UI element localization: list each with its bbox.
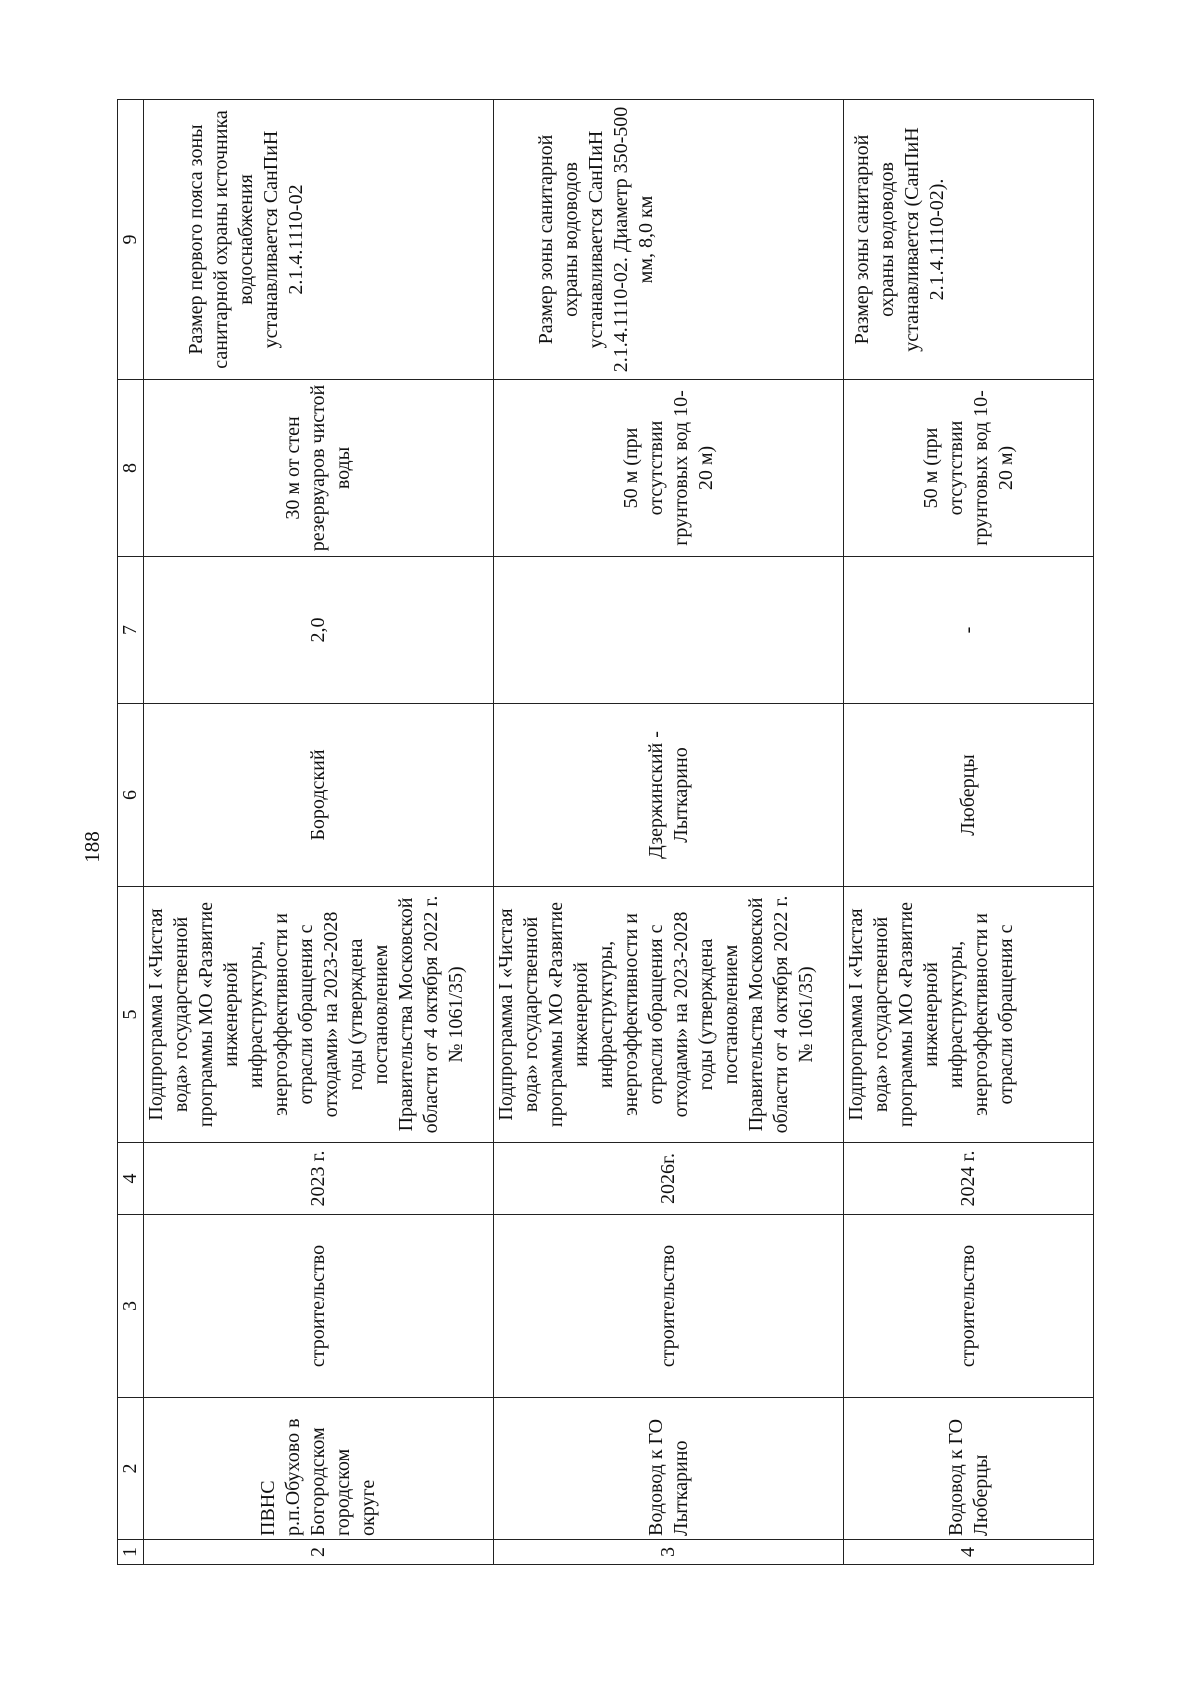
col-header-7: 7 (118, 557, 144, 704)
cell-capacity (494, 557, 844, 704)
cell-note: Размер первого пояса зоны санитарной охраны источника водоснабжения устанавливается СанПиН 2.1.4.1110-02 (144, 100, 494, 380)
cell-work: строительство (144, 1215, 494, 1398)
col-header-6: 6 (118, 704, 144, 887)
col-header-4: 4 (118, 1143, 144, 1215)
cell-object: Водовод к ГО Люберцы (844, 1398, 1094, 1540)
col-header-3: 3 (118, 1215, 144, 1398)
col-header-9: 9 (118, 100, 144, 380)
cell-zone: 50 м (при отсутствии грунтовых вод 10-20 м) (844, 380, 1094, 557)
cell-capacity: - (844, 557, 1094, 704)
col-header-1: 1 (118, 1540, 144, 1565)
cell-note: Размер зоны санитарной охраны водоводов устанавливается СанПиН 2.1.4.1110-02. Диаметр 350-500 мм, 8,0 км (494, 100, 844, 380)
data-table (117, 99, 1094, 1565)
cell-num: 4 (844, 1540, 1094, 1565)
cell-location: Люберцы (844, 704, 1094, 887)
col-header-5: 5 (118, 887, 144, 1143)
cell-program: Подпрограмма I «Чистая вода» государственной программы МО «Развитие инженерной инфраструктуры, энергоэффективности и отрасли обращения с (844, 887, 1094, 1143)
page-number: 188 (80, 831, 104, 863)
cell-num: 3 (494, 1540, 844, 1565)
cell-object: Водовод к ГО Лыткарино (494, 1398, 844, 1540)
header-row (118, 100, 144, 1565)
cell-capacity: 2,0 (144, 557, 494, 704)
cell-program: Подпрограмма I «Чистая вода» государственной программы МО «Развитие инженерной инфраструктуры, энергоэффективности и отрасли обращения с отходами» на 2023-2028 годы (утверждена постановлением Правительства Московской области от 4 октября 2022 г. № 1061/35) (144, 887, 494, 1143)
table-row (494, 100, 844, 1565)
cell-object: ПВНС р.п.Обухово в Богородском городском округе (144, 1398, 494, 1540)
cell-location: Дзержинский - Лыткарино (494, 704, 844, 887)
col-header-8: 8 (118, 380, 144, 557)
col-header-2: 2 (118, 1398, 144, 1540)
cell-location: Бородский (144, 704, 494, 887)
table-row (144, 100, 494, 1565)
cell-work: строительство (844, 1215, 1094, 1398)
cell-num: 2 (144, 1540, 494, 1565)
cell-zone: 50 м (при отсутствии грунтовых вод 10-20 м) (494, 380, 844, 557)
cell-year: 2023 г. (144, 1143, 494, 1215)
cell-note: Размер зоны санитарной охраны водоводов устанавливается (СанПиН 2.1.4.1110-02). (844, 100, 1094, 380)
cell-work: строительство (494, 1215, 844, 1398)
cell-program: Подпрограмма I «Чистая вода» государственной программы МО «Развитие инженерной инфраструктуры, энергоэффективности и отрасли обращения с отходами» на 2023-2028 годы (утверждена постановлением Правительства Московской области от 4 октября 2022 г. № 1061/35) (494, 887, 844, 1143)
cell-year: 2024 г. (844, 1143, 1094, 1215)
rotated-table-sheet (117, 100, 1092, 1565)
cell-year: 2026г. (494, 1143, 844, 1215)
table-row (844, 100, 1094, 1565)
cell-zone: 30 м от стен резервуаров чистой воды (144, 380, 494, 557)
